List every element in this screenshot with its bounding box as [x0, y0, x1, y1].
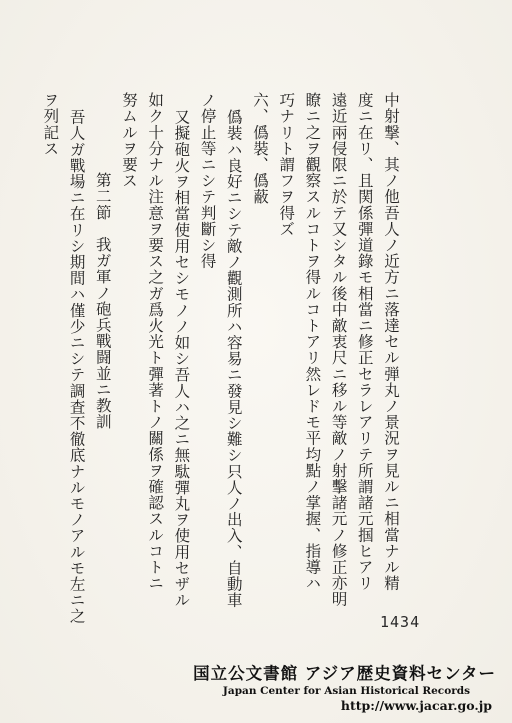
text-column: 巧ナリト謂フヲ得ズ	[277, 92, 296, 237]
vertical-text-body	[37, 92, 404, 625]
text-column: 努ムルヲ要ス	[119, 92, 138, 189]
page-number: 1434	[380, 613, 421, 631]
section-heading: 六、僞裝、僞蔽	[250, 92, 269, 205]
text-column: 僞裝ハ良好ニシテ敵ノ觀測所ハ容易ニ發見シ難シ只人ノ出入、自動車	[224, 109, 243, 609]
text-column: 中射撃、其ノ他吾人ノ近方ニ落達セル弾丸ノ景況ヲ見ルニ相當ナル精	[382, 92, 400, 592]
text-column: 遠近兩侵限ニ於テ又シタル後中敵衷尺ニ移ル等敵ノ射擊諸元ノ修正亦明	[329, 92, 348, 608]
archive-name-en: Japan Center for Asian Historical Records	[222, 685, 470, 697]
text-column: ヲ列記ス	[41, 92, 60, 157]
chapter-section-heading: 第二節 我ガ軍ノ砲兵戰闘並ニ教訓	[93, 172, 112, 430]
text-column: ノ停止等ニシテ判斷シ得	[198, 92, 217, 270]
text-column: 度ニ在リ、且関係彈道錄モ相當ニ修正セラレアリテ所謂諸元掴ヒアリ	[355, 92, 374, 592]
archive-name-jp: 国立公文書館 アジア歴史資料センター	[193, 664, 496, 683]
text-column: 又擬砲火ヲ相當使用セシモノノ如シ吾人ハ之ニ無駄彈丸ヲ使用セザル	[172, 109, 191, 609]
text-column: 吾人ガ戰場ニ在リシ期間ハ僅少ニシテ調査不徹底ナルモノアルモ左ニ之	[67, 109, 86, 625]
archive-url: http://www.jacar.go.jp	[340, 698, 492, 713]
text-column: 瞭ニ之ヲ觀察スルコトヲ得ルコトアリ然レドモ平均點ノ掌握、指導ハ	[303, 92, 322, 592]
text-column: 如ク十分ナル注意ヲ要ス之ガ爲火光ト彈著トノ關係ヲ確認スルコトニ	[146, 92, 165, 592]
archive-footer	[176, 663, 496, 714]
